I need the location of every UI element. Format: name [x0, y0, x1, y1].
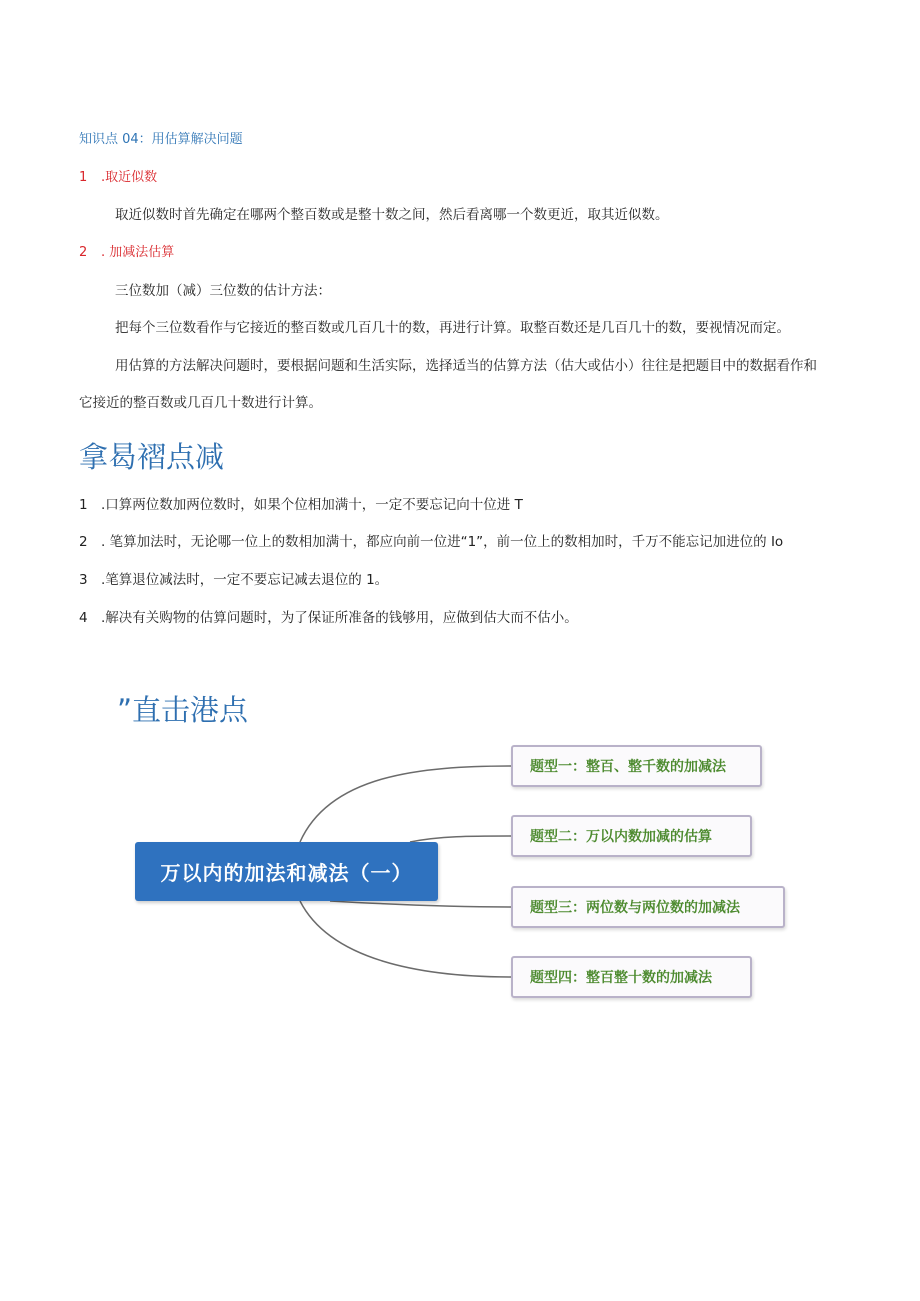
mistake-text: .口算两位数加两位数时，如果个位相加满十，一定不要忘记向十位进 T	[101, 497, 523, 513]
paragraph: 用估算的方法解决问题时，要根据问题和生活实际，选择适当的估算方法（估大或估小）往往是把题目中的数据看作和	[115, 358, 817, 374]
connector-line	[330, 901, 512, 907]
focus-heading: ”直击港点	[117, 693, 249, 727]
mindmap-leaf-type1: 题型一：整百、整千数的加减法	[511, 745, 762, 787]
mindmap-leaf-type4: 题型四：整百整十数的加减法	[511, 956, 752, 998]
connector-line	[300, 901, 512, 977]
mistake-text: . 笔算加法时，无论哪一位上的数相加满十，都应向前一位进“1”，前一位上的数相加时，千万不能忘记加进位的 Io	[101, 534, 784, 550]
mistakes-heading: 拿曷褶点减	[79, 440, 225, 474]
mistake-number: 4	[79, 610, 88, 626]
paragraph: 取近似数时首先确定在哪两个整百数或是整十数之间，然后看离哪一个数更近，取其近似数。	[115, 207, 669, 223]
mindmap-center-node: 万以内的加法和减法（一）	[135, 842, 438, 901]
section-number: 1	[79, 170, 88, 185]
mindmap-leaf-type2: 题型二：万以内数加减的估算	[511, 815, 752, 857]
mistake-number: 3	[79, 572, 88, 588]
knowledge-point-title: 知识点 04：用估算解决问题	[79, 132, 243, 147]
section-title-text: .取近似数	[101, 170, 158, 185]
connector-line	[300, 766, 512, 842]
mistake-text: .解决有关购物的估算问题时，为了保证所准备的钱够用，应做到估大而不估小。	[101, 610, 578, 626]
paragraph: 三位数加（减）三位数的估计方法：	[115, 283, 331, 299]
mistake-number: 2	[79, 534, 88, 550]
mistake-text: .笔算退位减法时，一定不要忘记减去退位的 1。	[101, 572, 389, 588]
mindmap-leaf-type3: 题型三：两位数与两位数的加减法	[511, 886, 785, 928]
mistake-number: 1	[79, 497, 88, 513]
section-title-text: . 加减法估算	[101, 245, 175, 260]
paragraph: 把每个三位数看作与它接近的整百数或几百几十的数，再进行计算。取整百数还是几百几十的数，要视情况而定。	[115, 320, 790, 336]
section-number: 2	[79, 245, 88, 260]
paragraph: 它接近的整百数或几百几十数进行计算。	[79, 395, 322, 411]
